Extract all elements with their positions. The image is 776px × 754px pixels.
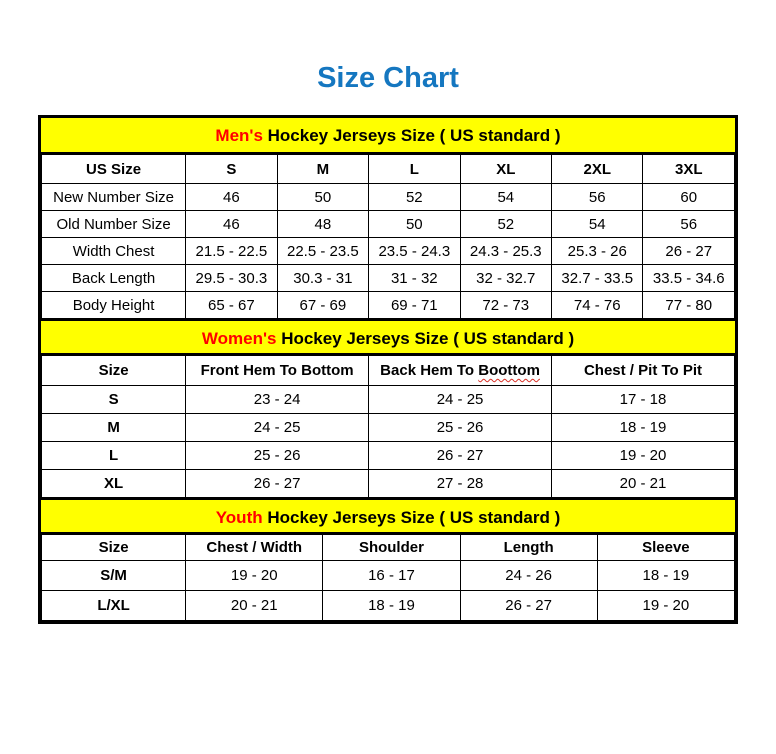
header-row — [42, 535, 735, 561]
data-cell: 60 — [643, 184, 735, 211]
data-cell: 48 — [277, 211, 368, 238]
table-row — [42, 292, 735, 319]
data-cell: 72 - 73 — [460, 292, 551, 319]
column-header: Length — [460, 535, 597, 561]
table-row — [42, 211, 735, 238]
data-cell: 23.5 - 24.3 — [369, 238, 460, 265]
column-header — [369, 356, 552, 386]
table-row — [42, 238, 735, 265]
data-cell: 30.3 - 31 — [277, 265, 368, 292]
data-cell: 18 - 19 — [323, 591, 460, 621]
table-row — [42, 265, 735, 292]
youth-section-header — [41, 498, 735, 534]
data-cell: 54 — [552, 211, 643, 238]
data-cell: 46 — [186, 184, 277, 211]
row-label: M — [42, 414, 186, 442]
mens-section-title-text: Hockey Jerseys Size ( US standard ) — [262, 126, 561, 145]
data-cell: 77 - 80 — [643, 292, 735, 319]
row-label: Back Length — [42, 265, 186, 292]
row-label: S/M — [42, 561, 186, 591]
page-title: Size Chart — [317, 62, 459, 94]
size-chart-container — [38, 115, 738, 624]
data-cell: 24.3 - 25.3 — [460, 238, 551, 265]
youth-size-table — [41, 534, 735, 621]
data-cell: 24 - 25 — [369, 386, 552, 414]
womens-section-title-text: Hockey Jerseys Size ( US standard ) — [276, 329, 575, 348]
row-label: L/XL — [42, 591, 186, 621]
column-header: XL — [460, 155, 551, 184]
data-cell: 26 - 27 — [369, 442, 552, 470]
data-cell: 17 - 18 — [552, 386, 735, 414]
data-cell: 52 — [460, 211, 551, 238]
data-cell: 50 — [277, 184, 368, 211]
data-cell: 27 - 28 — [369, 470, 552, 498]
data-cell: 25 - 26 — [186, 442, 369, 470]
youth-section-title-text: Hockey Jerseys Size ( US standard ) — [262, 508, 561, 527]
row-label: Old Number Size — [42, 211, 186, 238]
data-cell: 24 - 26 — [460, 561, 597, 591]
womens-section-header — [41, 319, 735, 355]
data-cell: 18 - 19 — [597, 561, 734, 591]
data-cell: 22.5 - 23.5 — [277, 238, 368, 265]
table-row — [42, 442, 735, 470]
column-header: Chest / Width — [186, 535, 323, 561]
row-label: New Number Size — [42, 184, 186, 211]
table-row — [42, 414, 735, 442]
table-row — [42, 386, 735, 414]
column-header: Sleeve — [597, 535, 734, 561]
data-cell: 50 — [369, 211, 460, 238]
row-label: Width Chest — [42, 238, 186, 265]
data-cell: 19 - 20 — [552, 442, 735, 470]
column-header: 3XL — [643, 155, 735, 184]
data-cell: 56 — [552, 184, 643, 211]
header-row — [42, 356, 735, 386]
misspelled-word: Boottom — [478, 362, 540, 379]
data-cell: 46 — [186, 211, 277, 238]
header-row — [42, 155, 735, 184]
data-cell: 74 - 76 — [552, 292, 643, 319]
data-cell: 18 - 19 — [552, 414, 735, 442]
table-row — [42, 184, 735, 211]
data-cell: 56 — [643, 211, 735, 238]
data-cell: 31 - 32 — [369, 265, 460, 292]
data-cell: 20 - 21 — [552, 470, 735, 498]
mens-section-accent: Men's — [215, 126, 263, 145]
column-header: M — [277, 155, 368, 184]
column-header: Front Hem To Bottom — [186, 356, 369, 386]
data-cell: 52 — [369, 184, 460, 211]
data-cell: 67 - 69 — [277, 292, 368, 319]
youth-section-accent: Youth — [215, 508, 263, 527]
column-header: Size — [42, 356, 186, 386]
data-cell: 26 - 27 — [460, 591, 597, 621]
column-header: S — [186, 155, 277, 184]
mens-section-header — [41, 118, 735, 154]
data-cell: 32.7 - 33.5 — [552, 265, 643, 292]
data-cell: 16 - 17 — [323, 561, 460, 591]
column-header: US Size — [42, 155, 186, 184]
data-cell: 24 - 25 — [186, 414, 369, 442]
row-label: Body Height — [42, 292, 186, 319]
table-row — [42, 591, 735, 621]
data-cell: 19 - 20 — [186, 561, 323, 591]
data-cell: 32 - 32.7 — [460, 265, 551, 292]
column-header: Chest / Pit To Pit — [552, 356, 735, 386]
data-cell: 25 - 26 — [369, 414, 552, 442]
data-cell: 23 - 24 — [186, 386, 369, 414]
table-row — [42, 561, 735, 591]
column-header: 2XL — [552, 155, 643, 184]
table-row — [42, 470, 735, 498]
row-label: S — [42, 386, 186, 414]
womens-size-table — [41, 355, 735, 498]
column-header: Size — [42, 535, 186, 561]
data-cell: 33.5 - 34.6 — [643, 265, 735, 292]
data-cell: 29.5 - 30.3 — [186, 265, 277, 292]
data-cell: 19 - 20 — [597, 591, 734, 621]
data-cell: 54 — [460, 184, 551, 211]
data-cell: 69 - 71 — [369, 292, 460, 319]
column-header: L — [369, 155, 460, 184]
data-cell: 21.5 - 22.5 — [186, 238, 277, 265]
row-label: XL — [42, 470, 186, 498]
data-cell: 26 - 27 — [186, 470, 369, 498]
row-label: L — [42, 442, 186, 470]
data-cell: 26 - 27 — [643, 238, 735, 265]
label-part: Back Hem To — [380, 362, 479, 379]
data-cell: 25.3 - 26 — [552, 238, 643, 265]
mens-size-table — [41, 154, 735, 319]
data-cell: 65 - 67 — [186, 292, 277, 319]
womens-section-accent: Women's — [201, 329, 277, 348]
column-header: Shoulder — [323, 535, 460, 561]
data-cell: 20 - 21 — [186, 591, 323, 621]
